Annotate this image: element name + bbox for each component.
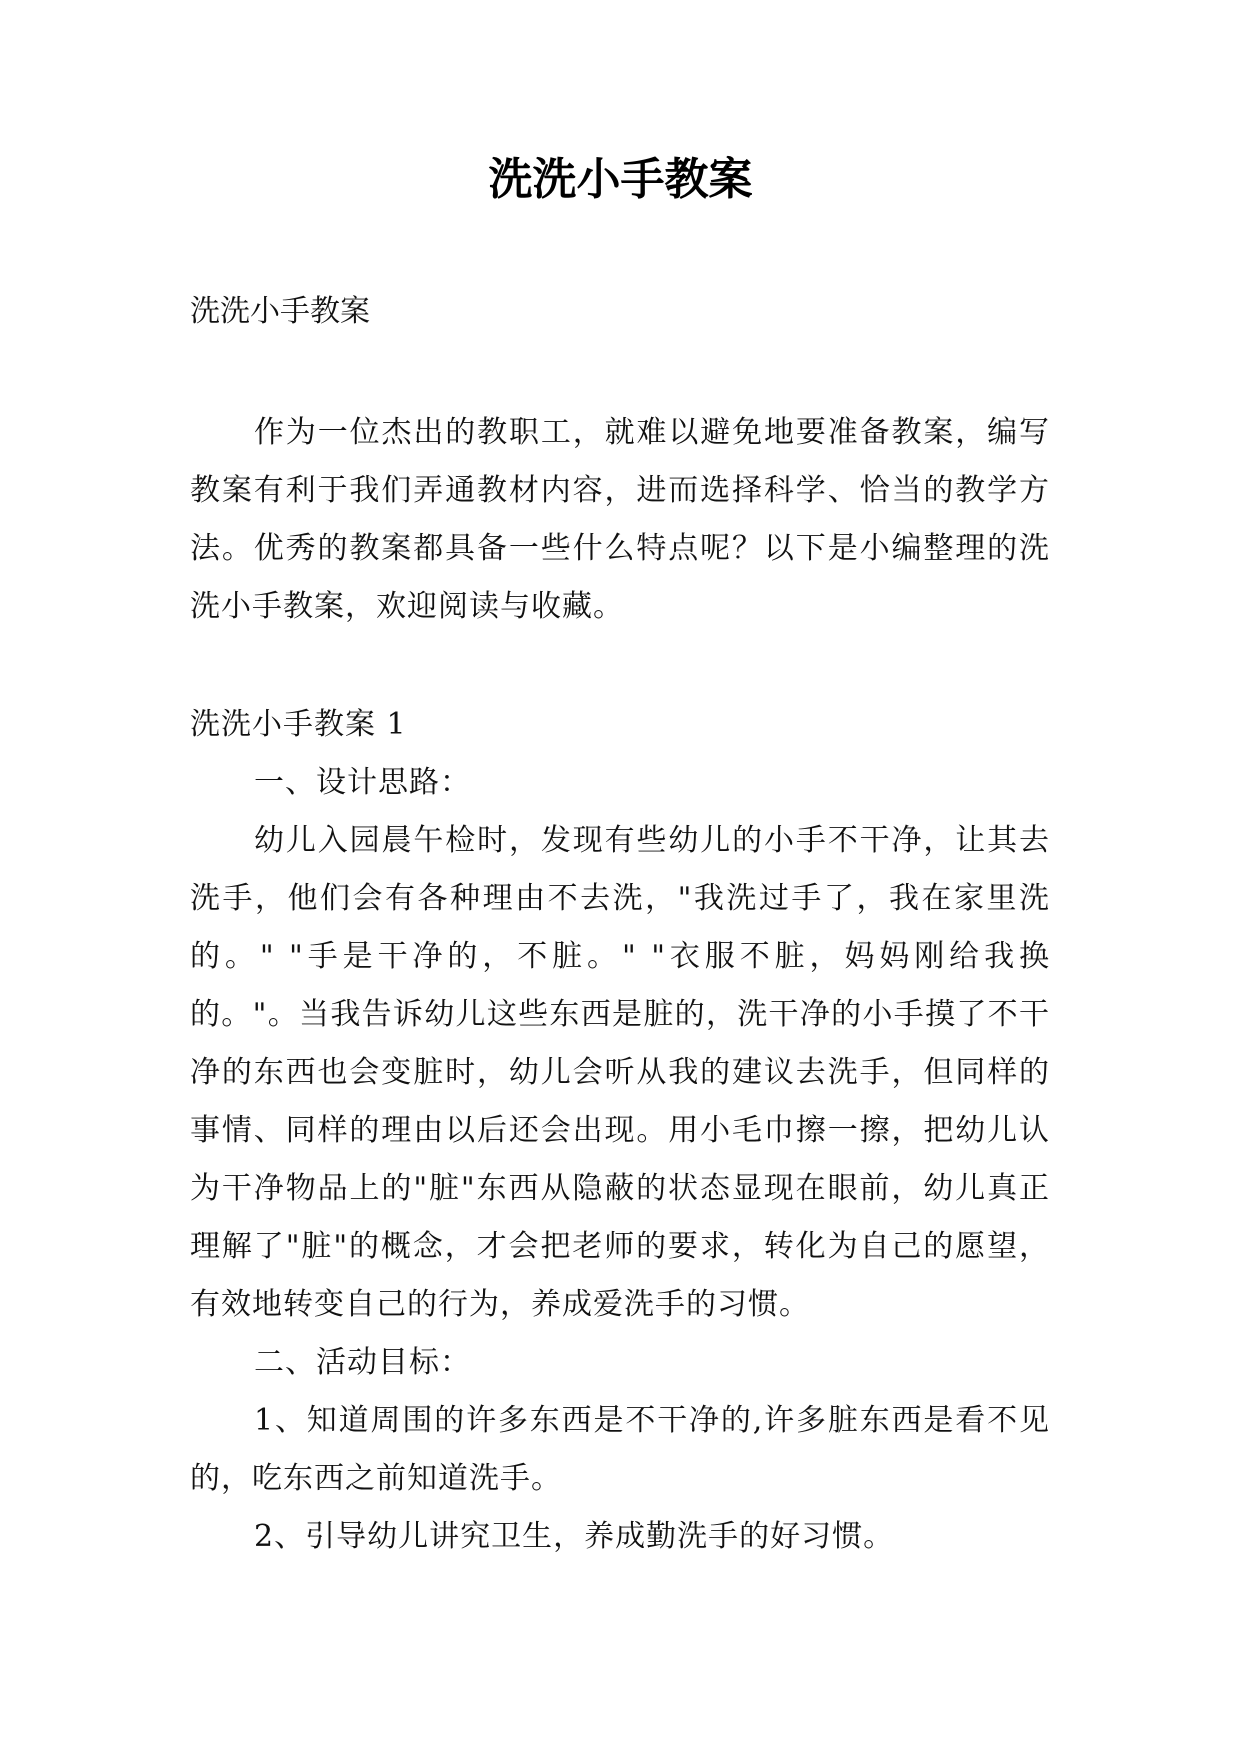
section-heading: 洗洗小手教案 1 xyxy=(190,707,407,742)
design-heading: 一、设计思路： xyxy=(254,765,471,800)
goal-item-2: 2、引导幼儿讲究卫生，养成勤洗手的好习惯。 xyxy=(254,1519,895,1554)
document-title: 洗洗小手教案 xyxy=(488,154,753,205)
design-paragraph: 幼儿入园晨午检时，发现有些幼儿的小手不干净，让其去洗手，他们会有各种理由不去洗，"我洗过手了，我在家里洗的。" "手是干净的，不脏。" "衣服不脏，妈妈刚给我换的。"。当我告诉幼儿这些东西是脏的，洗干净的小手摸了不干净的东西也会变脏时，幼儿会听从我的建议去洗手，但同样的事情、同样的理由以后还会出现。用小毛巾擦一擦，把幼儿认为干净物品上的"脏"东西从隐蔽的状态显现在眼前，幼儿真正理解了"脏"的概念，才会把老师的要求，转化为自己的愿望，有效地转变自己的行为，养成爱洗手的习惯。 xyxy=(190,823,1050,1322)
goals-heading: 二、活动目标： xyxy=(254,1345,471,1380)
intro-paragraph: 作为一位杰出的教职工，就难以避免地要准备教案，编写教案有利于我们弄通教材内容，进而选择科学、恰当的教学方法。优秀的教案都具备一些什么特点呢？以下是小编整理的洗洗小手教案，欢迎阅读与收藏。 xyxy=(190,415,1050,624)
section-1 xyxy=(190,696,1050,1566)
goal-item-1: 1、知道周围的许多东西是不干净的,许多脏东西是看不见的，吃东西之前知道洗手。 xyxy=(190,1403,1050,1496)
document-subtitle: 洗洗小手教案 xyxy=(190,294,370,329)
intro-block xyxy=(190,404,1050,636)
